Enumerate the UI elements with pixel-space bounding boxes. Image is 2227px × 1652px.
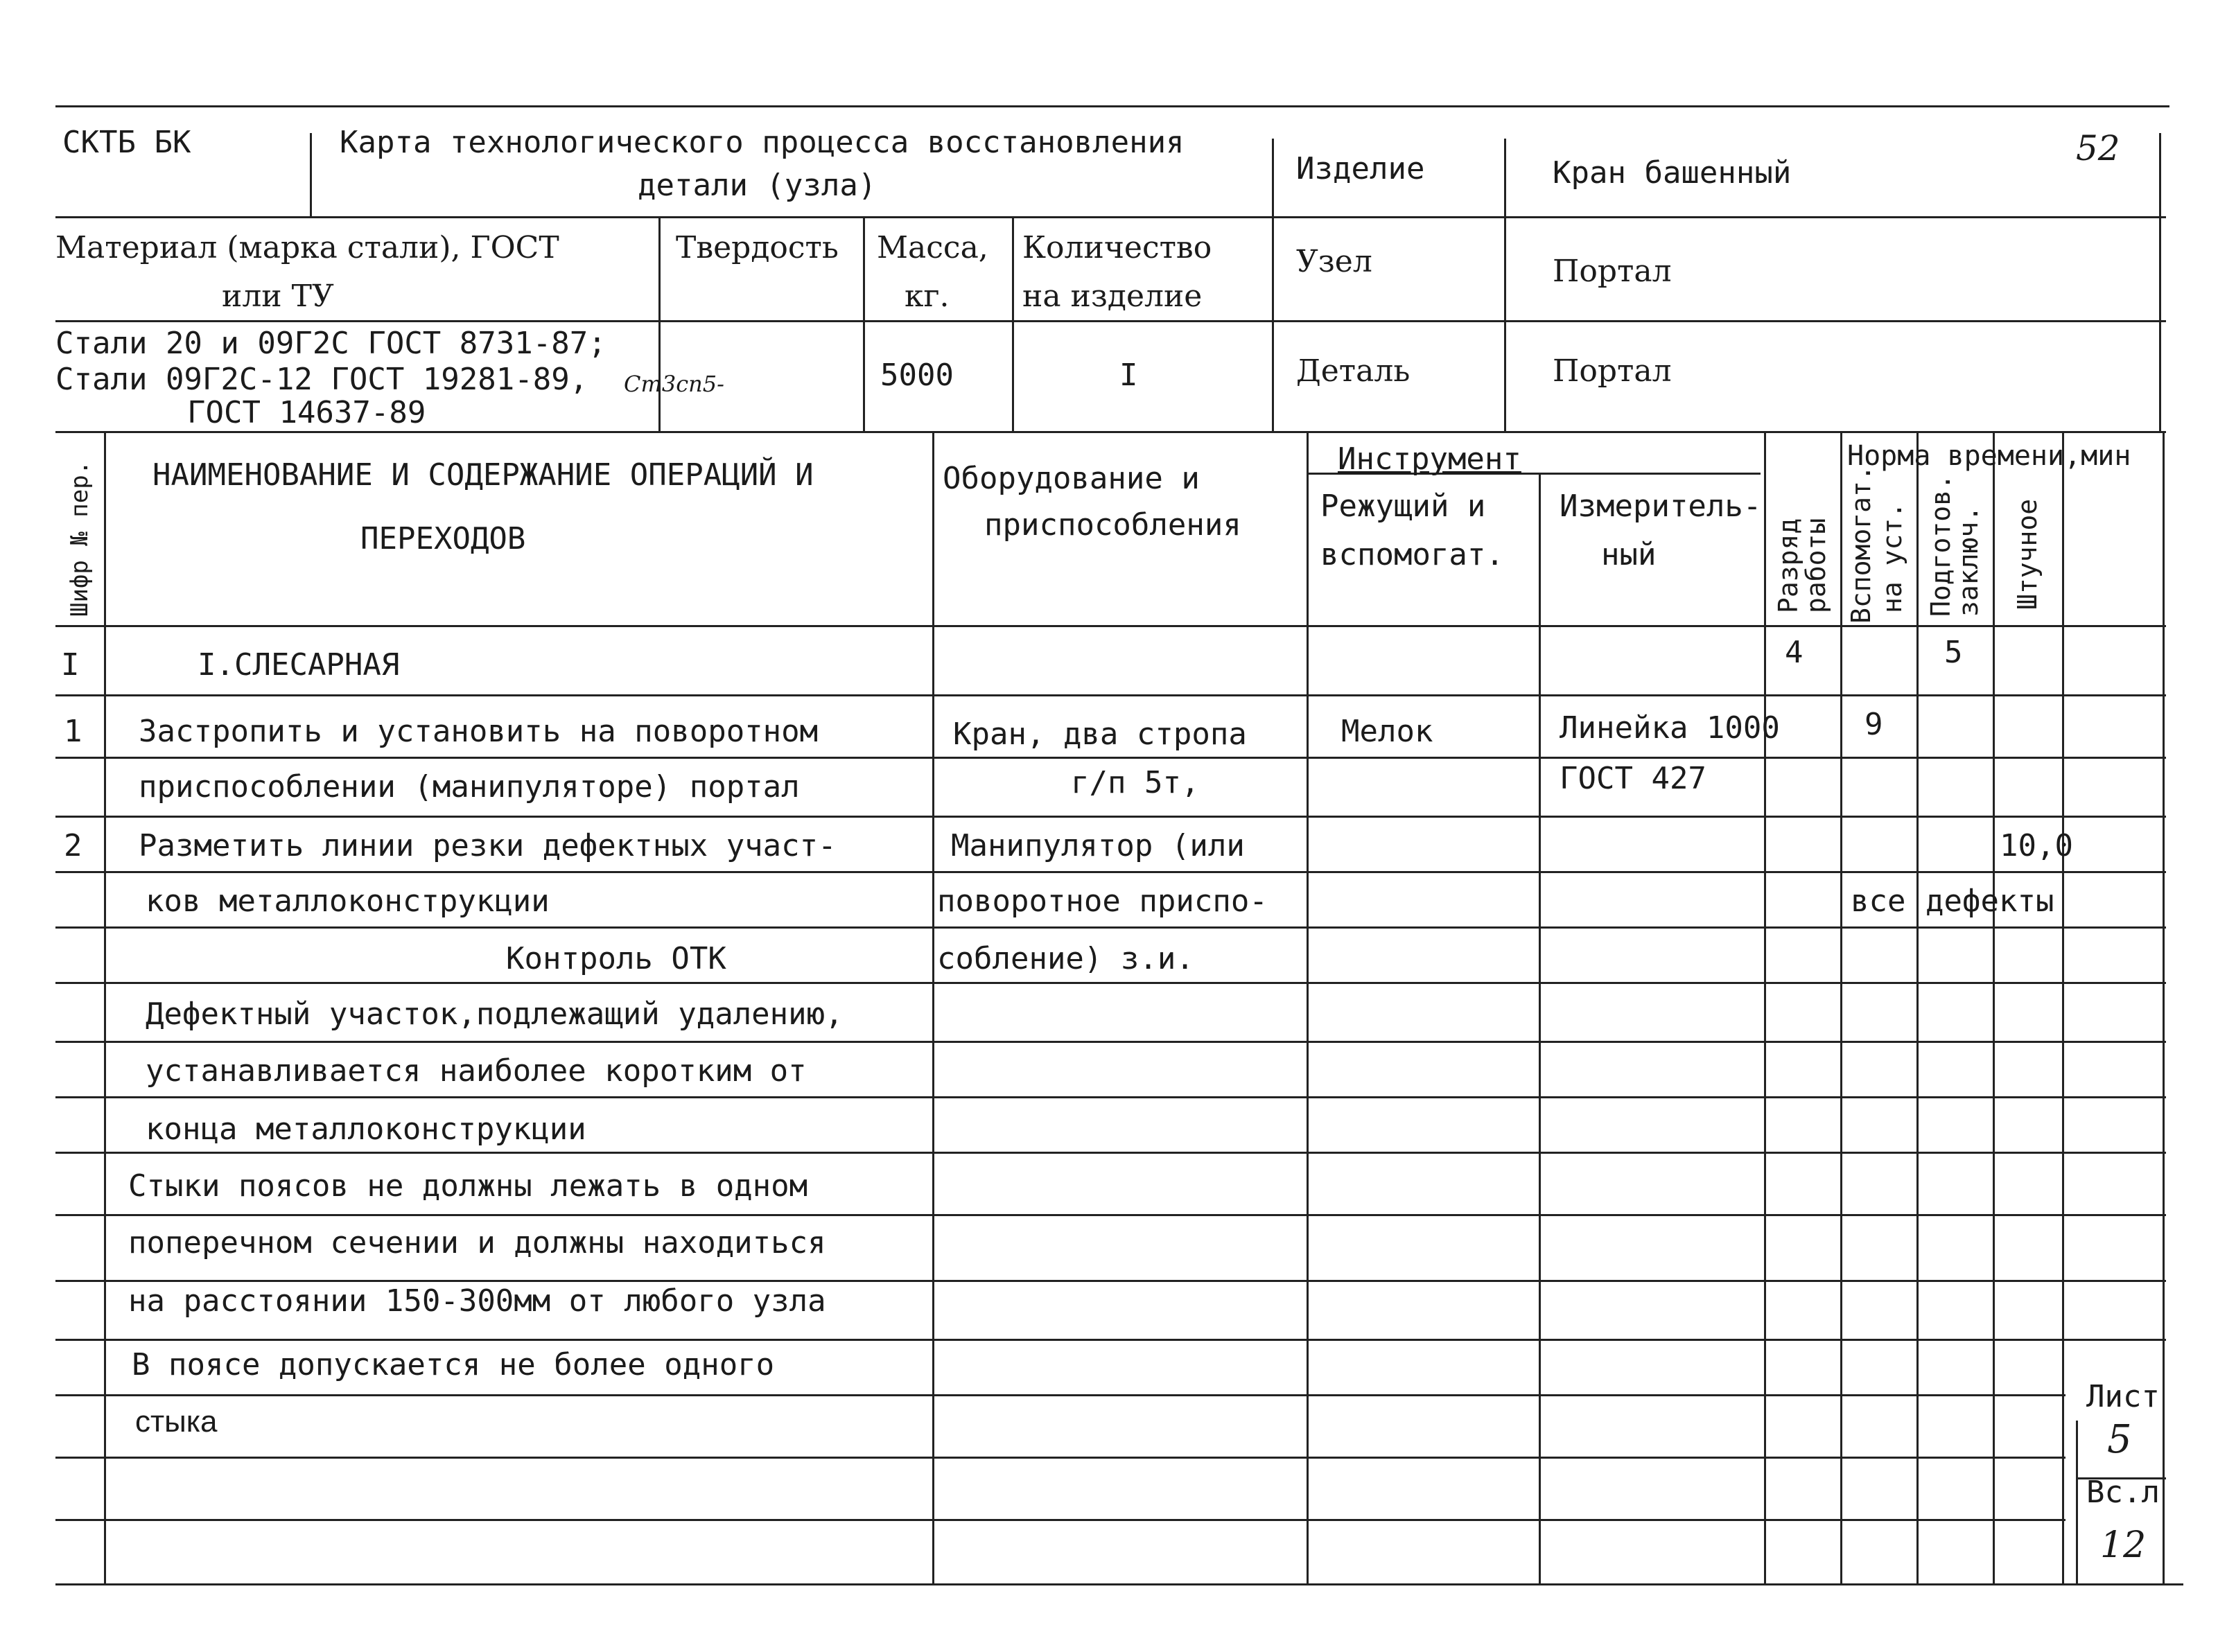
op-number: I [61, 647, 80, 683]
mass-left [863, 216, 865, 431]
row-line-8 [55, 1096, 2166, 1098]
rank-header-line2: работы [1801, 518, 1831, 613]
unit-value: Портал [1553, 254, 1672, 289]
product-label: Изделие [1296, 151, 1425, 186]
total-sheets-label: Вс.л [2086, 1475, 2160, 1510]
row-line-12 [55, 1339, 2166, 1341]
row-line-3 [55, 816, 2166, 818]
row-line-6 [55, 982, 2166, 984]
row-line-11 [55, 1280, 2166, 1282]
org-name: СКТБ БК [62, 125, 191, 160]
row-line-9 [55, 1152, 2166, 1154]
document-title-line1: Карта технологического процесса восстановления [340, 125, 1185, 160]
note2-line1: Стыки поясов не должны лежать в одном [128, 1168, 808, 1204]
material-value-line2: Стали 09Г2С-12 ГОСТ 19281-89, [55, 362, 588, 397]
cutting-header-line1: Режущий и [1320, 489, 1486, 524]
num-col-right [104, 431, 106, 1583]
step2-piece-time: 10,0 [2000, 828, 2073, 863]
qty-label-line2: на изделие [1022, 279, 1203, 314]
equipment-header-line1: Оборудование и [943, 461, 1200, 496]
product-value: Кран башенный [1553, 155, 1792, 191]
step1-equipment-line1: Кран, два стропа [953, 717, 1247, 752]
step2-equipment-line1: Манипулятор (или [951, 828, 1245, 863]
top-border [55, 105, 2169, 107]
rank-header-line1: Разряд [1773, 518, 1804, 613]
tools-header: Инструмент [1338, 441, 1521, 477]
piece-col-right [2062, 431, 2064, 1583]
org-divider [310, 133, 312, 216]
step2-note-prep: дефекты [1925, 884, 2054, 919]
label-right-divider [1504, 139, 1506, 431]
step1-text-line1: Застропить и установить на поворотном [139, 714, 819, 749]
otk-control: Контроль ОТК [506, 941, 726, 976]
row-line-4 [55, 871, 2166, 873]
qty-left [1012, 216, 1014, 431]
ops-col-right [932, 431, 934, 1583]
material-label-line1: Материал (марка стали), ГОСТ [55, 230, 559, 265]
operation-title: I.СЛЕСАРНАЯ [198, 647, 400, 683]
note1-line3: конца металлоконструкции [146, 1111, 586, 1147]
right-border-table [2163, 431, 2165, 1583]
note1-line2: устанавливается наиболее коротким от [146, 1053, 807, 1089]
step1-text-line2: приспособлении (манипуляторе) портал [139, 769, 800, 805]
aux-header-line1: Вспомогат. [1846, 465, 1876, 624]
step2-equipment-line2: поворотное приспо- [937, 884, 1268, 919]
operations-header-line1: НАИМЕНОВАНИЕ И СОДЕРЖАНИЕ ОПЕРАЦИЙ И [152, 457, 814, 493]
title-right-divider [1272, 139, 1274, 431]
page-number: 52 [2076, 128, 2120, 168]
sheet-box-left [2076, 1421, 2078, 1583]
operation-rank: 4 [1785, 635, 1804, 670]
step1-number: 1 [64, 714, 82, 749]
equipment-header-line2: приспособления [984, 507, 1241, 543]
operation-prep-time: 5 [1944, 635, 1963, 670]
measuring-header-line2: ный [1601, 537, 1657, 572]
step2-equipment-line3: собление) з.и. [937, 941, 1194, 976]
total-sheets-value: 12 [2100, 1524, 2147, 1566]
material-value-line2-note: Ст3сп5- [624, 371, 724, 397]
note2-line3: на расстоянии 150-300мм от любого узла [128, 1283, 826, 1319]
step2-text-line1: Разметить линии резки дефектных участ- [139, 828, 837, 863]
header-row2-divider [55, 320, 2166, 322]
part-label: Деталь [1296, 353, 1411, 389]
piece-header: Штучное [2012, 498, 2043, 610]
rank-col-right [1840, 431, 1842, 1583]
row-line-10 [55, 1214, 2166, 1216]
part-value: Портал [1553, 353, 1672, 389]
material-value-line3: ГОСТ 14637-89 [187, 395, 426, 430]
material-label-line2: или ТУ [222, 279, 334, 314]
operations-header-line2: ПЕРЕХОДОВ [360, 521, 526, 556]
mass-label-line2: кг. [905, 279, 950, 314]
unit-label: Узел [1296, 244, 1372, 279]
step1-cutting-tool: Мелок [1341, 714, 1433, 749]
equip-col-right [1307, 431, 1309, 1583]
sheet-label: Лист [2086, 1379, 2160, 1414]
step1-measuring-line2: ГОСТ 427 [1560, 761, 1706, 796]
prep-header-line2: заключ. [1953, 505, 1984, 617]
hardness-label: Твердость [676, 230, 839, 265]
material-value-line1: Стали 20 и 09Г2С ГОСТ 8731-87; [55, 326, 606, 361]
aux-col-right [1916, 431, 1919, 1583]
step1-aux-time: 9 [1864, 707, 1883, 742]
sheet-number: 5 [2107, 1417, 2132, 1462]
note1-line1: Дефектный участок,подлежащий удалению, [146, 996, 844, 1032]
cutting-header-line2: вспомогат. [1320, 537, 1504, 572]
step1-measuring-line1: Линейка 1000 [1560, 710, 1780, 746]
row-line-1 [55, 694, 2166, 696]
step1-equipment-line2: г/п 5т, [1071, 765, 1200, 800]
row-line-2 [55, 757, 2166, 759]
table-header-bottom [55, 625, 2166, 627]
note3-line2: стыка [135, 1405, 218, 1439]
meas-col-right [1764, 431, 1766, 1583]
row-line-5 [55, 926, 2166, 929]
mass-value: 5000 [880, 358, 954, 393]
num-col-header: Шифр № пер. [66, 460, 94, 617]
table-bottom [55, 1583, 2183, 1585]
header-row1-divider [55, 216, 2166, 218]
measuring-header-line1: Измеритель- [1560, 489, 1762, 524]
note2-line2: поперечном сечении и должны находиться [128, 1225, 826, 1260]
qty-value: I [1119, 358, 1138, 393]
mass-label-line1: Масса, [877, 230, 988, 265]
time-norm-header: Норма времени,мин [1847, 440, 2131, 472]
step2-text-line2: ков металлоконструкции [146, 884, 550, 919]
header-row3-divider [55, 431, 2166, 433]
cutting-col-right [1539, 473, 1541, 1583]
note3-line1: В поясе допускается не более одного [132, 1347, 775, 1382]
aux-header-line2: на уст. [1877, 502, 1907, 613]
step2-number: 2 [64, 828, 82, 863]
qty-label-line1: Количество [1022, 230, 1212, 265]
document-title-line2: детали (узла) [638, 168, 877, 203]
prep-col-right [1993, 431, 1995, 1583]
row-line-7 [55, 1041, 2166, 1043]
right-border-top [2159, 133, 2161, 431]
prep-header-line1: Подготов. [1925, 474, 1956, 617]
step2-note-aux: все [1851, 884, 1906, 919]
